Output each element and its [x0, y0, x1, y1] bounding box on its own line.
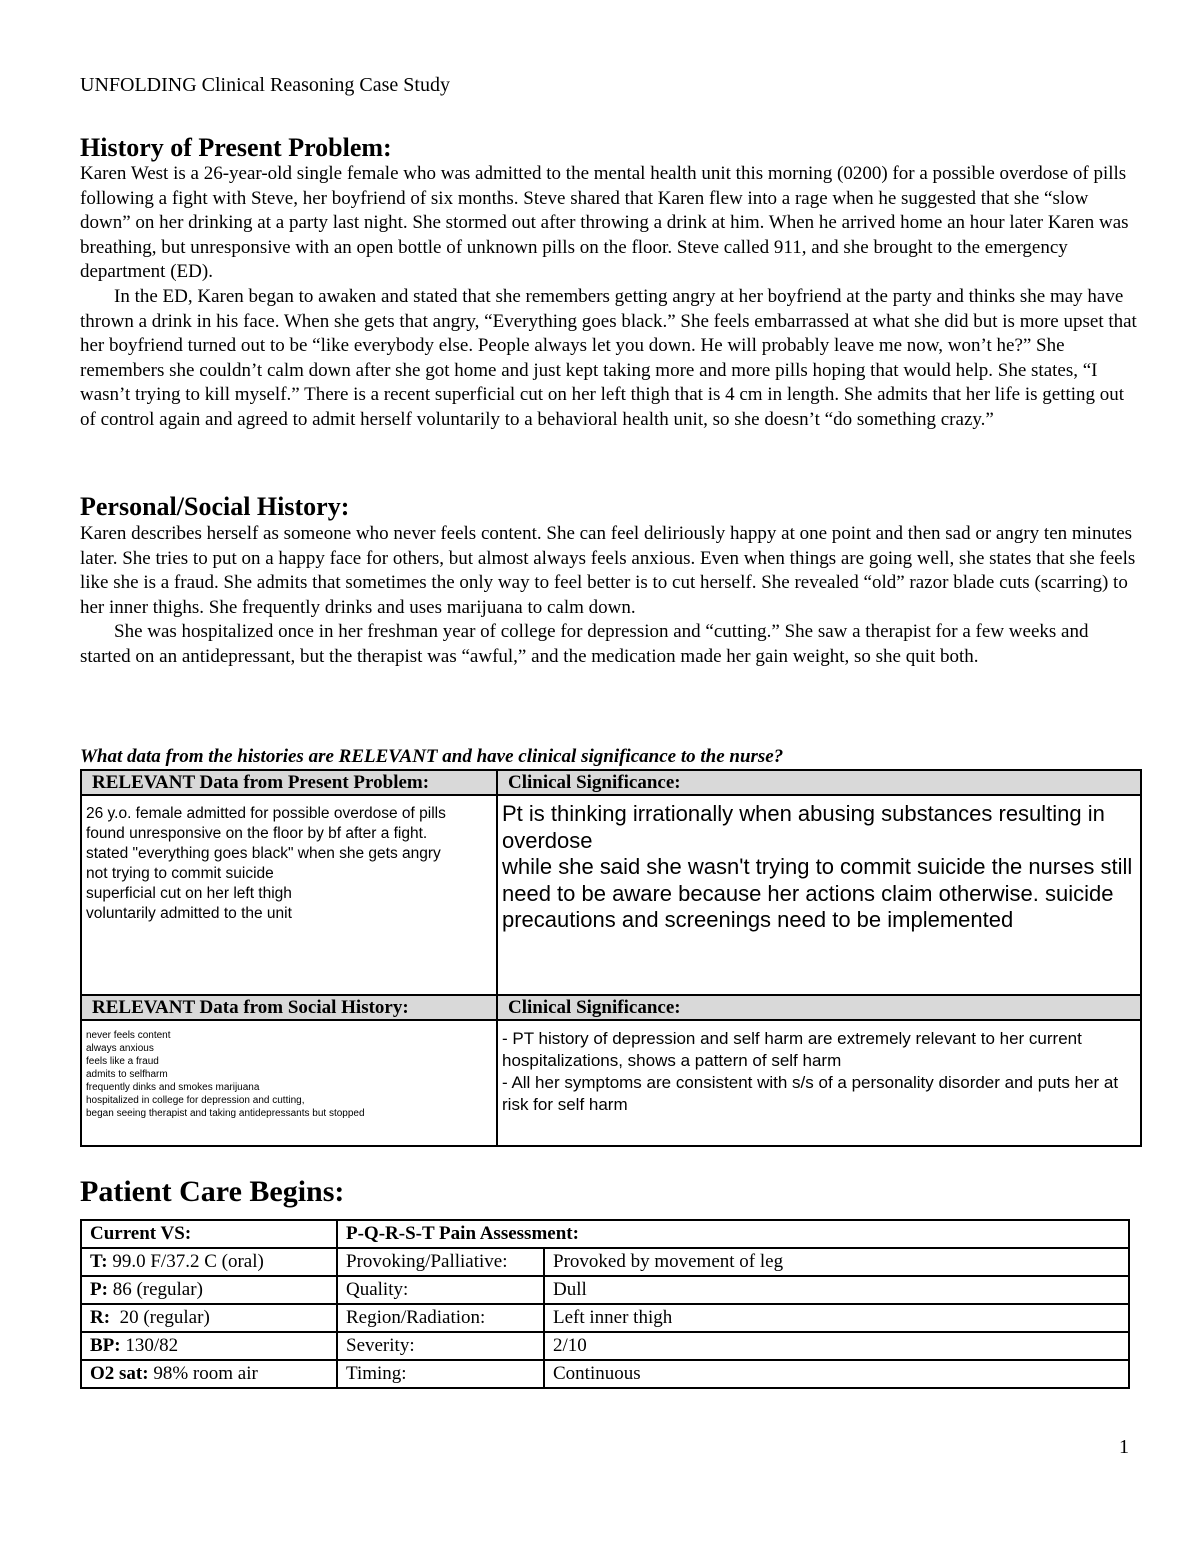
vs-value: 20 (regular) — [110, 1307, 210, 1328]
list-item: - PT history of depression and self harm are extremely relevant to her current hospitalizations, shows a pattern of self harm — [502, 1029, 1082, 1070]
list-item: stated "everything goes black" when she gets angry — [86, 845, 441, 862]
list-item: always anxious — [86, 1043, 154, 1054]
list-item: while she said she wasn't trying to commit suicide the nurses still need to be aware because her actions claim otherwise. suicide precautions and screenings need to be implemented — [502, 854, 1133, 932]
paragraph: She was hospitalized once in her freshman year of college for depression and “cutting.” She saw a therapist for a few weeks and started on an antidepressant, but the therapist was “awful,” and the medication made her gain weight, so she quit both. — [80, 621, 1089, 667]
pain-label: Severity: — [338, 1333, 545, 1359]
pain-value[interactable]: Continuous — [553, 1363, 641, 1384]
vs-value: 99.0 F/37.2 C (oral) — [107, 1251, 264, 1272]
document-header: UNFOLDING Clinical Reasoning Case Study — [80, 74, 450, 96]
pain-label: Provoking/Palliative: — [338, 1249, 545, 1275]
list-item: Pt is thinking irrationally when abusing substances resulting in overdose — [502, 801, 1105, 853]
table-header-row — [82, 1221, 1128, 1249]
vs-label: P: — [90, 1279, 108, 1300]
table-row — [82, 1305, 1128, 1333]
present-problem-data-cell[interactable] — [82, 796, 498, 994]
list-item: frequently dinks and smokes marijuana — [86, 1082, 260, 1093]
present-significance-cell[interactable] — [498, 796, 1140, 994]
vs-value: 98% room air — [148, 1363, 258, 1384]
paragraph: Karen describes herself as someone who never feels content. She can feel deliriously happy at one point and then sad or angry ten minutes later. She tries to put on a happy face for others, but almost always feels anxious. Even when things are going well, she states that she feels like she is a fraud. She admits that sometimes the only way to feel better is to cut herself. She revealed “old” razor blade cuts (scarring) to her inner thighs. She frequently drinks and uses marijuana to calm down. — [80, 523, 1136, 618]
table-row — [82, 1249, 1128, 1277]
vitals-pain-table — [80, 1219, 1130, 1389]
table-row — [82, 1333, 1128, 1361]
list-item: admits to selfharm — [86, 1069, 168, 1080]
table-row — [82, 1361, 1128, 1389]
present-problem-header: RELEVANT Data from Present Problem: — [82, 771, 498, 794]
paragraph: In the ED, Karen began to awaken and stated that she remembers getting angry at her boyfriend at the party and thinks she may have thrown a drink in his face. When she gets that angry, “Everything goes black.” She feels embarrassed at what she did but is more upset that her boyfriend turned out to be “like everybody else. People always let you down. He will probably leave me now, won’t he?” She remembers she couldn’t calm down after she got home and just kept taking more and more pills hoping that would help. She states, “I wasn’t trying to kill myself.” There is a recent superficial cut on her left thigh that is 4 cm in length. She admits that her life is getting out of control again and agreed to admit herself voluntarily to a behavioral health unit, so she doesn’t “do something crazy.” — [80, 285, 1137, 430]
list-item: found unresponsive on the floor by bf after a fight. — [86, 825, 428, 842]
patient-care-heading: Patient Care Begins: — [80, 1175, 345, 1208]
list-item: never feels content — [86, 1030, 171, 1041]
pain-label: Timing: — [338, 1361, 545, 1389]
history-present-problem-text — [80, 162, 1140, 433]
table-row — [82, 1021, 1140, 1145]
pain-label: Quality: — [338, 1277, 545, 1303]
pain-value[interactable]: Provoked by movement of leg — [553, 1251, 784, 1272]
table-header-row — [82, 771, 1140, 796]
list-item: feels like a fraud — [86, 1056, 159, 1067]
vs-cell — [82, 1333, 338, 1359]
vs-cell — [82, 1305, 338, 1331]
vs-label: O2 sat: — [90, 1363, 149, 1384]
relevant-data-question: What data from the histories are RELEVANT and have clinical significance to the nurse? — [80, 746, 784, 767]
pain-label: Region/Radiation: — [338, 1305, 545, 1331]
table-row — [82, 1277, 1128, 1305]
vs-label: R: — [90, 1307, 111, 1328]
vs-label: T: — [90, 1251, 108, 1272]
history-present-problem-heading: History of Present Problem: — [80, 133, 392, 162]
vs-cell — [82, 1361, 338, 1389]
paragraph: Karen West is a 26-year-old single female who was admitted to the mental health unit this morning (0200) for a possible overdose of pills following a fight with Steve, her boyfriend of six months. Steve shared that Karen flew into a rage when he suggested that she “slow down” on her drinking at a party last night. She stormed out after throwing a drink at him. When he arrived home an hour later Karen was breathing, but unresponsive with an open bottle of unknown pills on the floor. Steve called 911, and she brought to the emergency department (ED). — [80, 163, 1129, 283]
social-history-header: RELEVANT Data from Social History: — [82, 996, 498, 1019]
pain-value[interactable]: Dull — [553, 1279, 587, 1300]
personal-social-history-text — [80, 522, 1140, 670]
vs-value: 130/82 — [120, 1335, 179, 1356]
clinical-significance-header: Clinical Significance: — [508, 997, 681, 1018]
clinical-significance-header: Clinical Significance: — [508, 772, 681, 793]
social-significance-cell[interactable] — [498, 1021, 1140, 1145]
vs-cell — [82, 1277, 338, 1303]
pain-value[interactable]: Left inner thigh — [553, 1307, 673, 1328]
list-item: voluntarily admitted to the unit — [86, 905, 292, 922]
social-history-data-cell[interactable] — [82, 1021, 498, 1145]
relevant-data-table — [80, 769, 1142, 1147]
list-item: not trying to commit suicide — [86, 865, 274, 882]
table-row — [82, 796, 1140, 996]
vs-value: 86 (regular) — [107, 1279, 203, 1300]
page-number: 1 — [1119, 1436, 1129, 1458]
personal-social-history-heading: Personal/Social History: — [80, 492, 350, 521]
vs-label: BP: — [90, 1335, 121, 1356]
list-item: - All her symptoms are consistent with s/s of a personality disorder and puts her at risk for self harm — [502, 1073, 1119, 1114]
list-item: hospitalized in college for depression and cutting, — [86, 1095, 305, 1106]
table-header-row — [82, 996, 1140, 1021]
current-vs-header: Current VS: — [82, 1221, 338, 1247]
vs-cell — [82, 1249, 338, 1275]
pain-assessment-header: P-Q-R-S-T Pain Assessment: — [346, 1223, 579, 1244]
pain-value[interactable]: 2/10 — [553, 1335, 587, 1356]
list-item: 26 y.o. female admitted for possible overdose of pills — [86, 805, 446, 822]
list-item: superficial cut on her left thigh — [86, 885, 292, 902]
list-item: began seeing therapist and taking antidepressants but stopped — [86, 1108, 365, 1119]
